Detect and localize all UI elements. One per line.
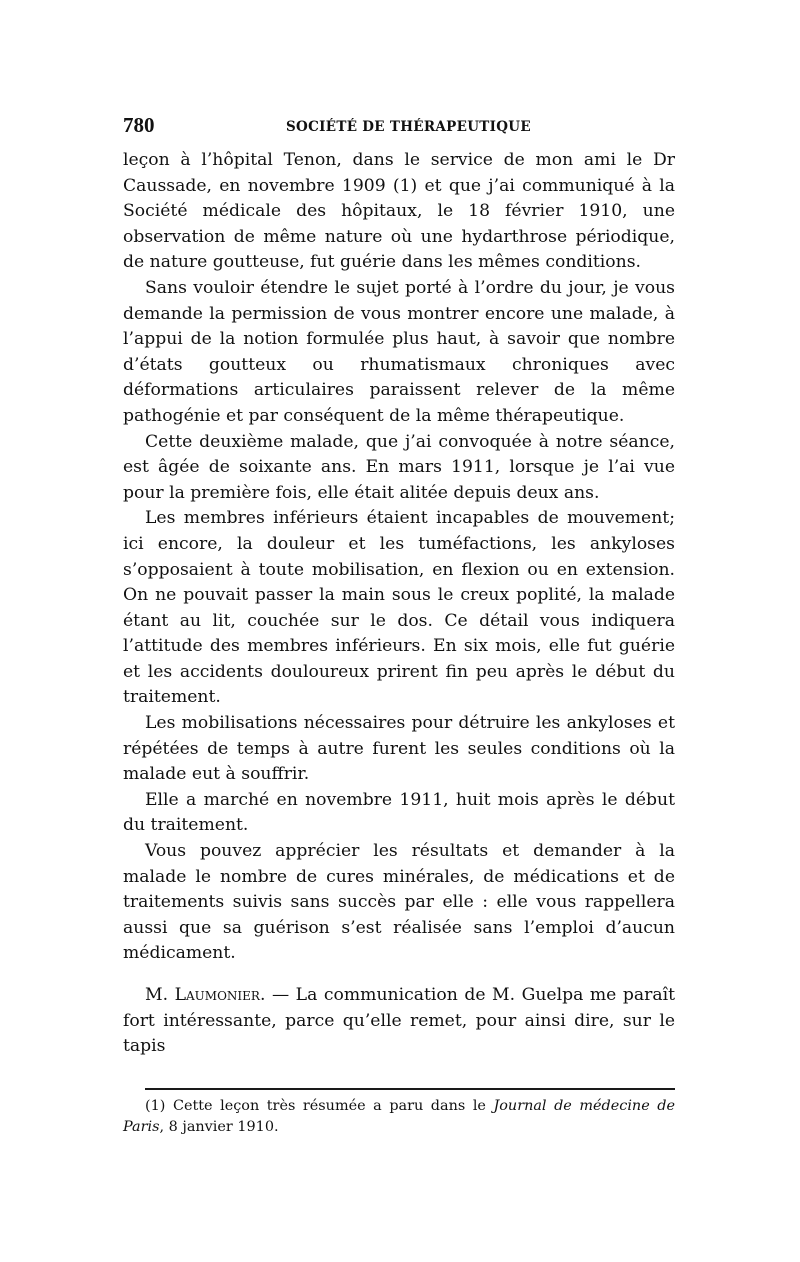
section-gap (123, 967, 675, 983)
footnote (123, 1096, 675, 1138)
speaker-name: M. Laumonier. (145, 985, 266, 1005)
footnote-text-after: , 8 janvier 1910. (159, 1118, 279, 1135)
discussion-paragraph (123, 983, 675, 1060)
paragraph-mobilisations: Les mobilisations nécessaires pour détruire les ankyloses et répétées de temps à autre furent les seules conditions où la malade eut à souffrir. (123, 713, 675, 785)
footnote-text-before: Cette leçon très résumée a paru dans le (165, 1097, 494, 1114)
body-text (123, 148, 675, 1060)
footnote-rule (145, 1088, 675, 1090)
discussion-text: — La communication de M. Guelpa me paraît fort intéressante, parce qu’elle remet, pour ainsi dire, sur le tapis (123, 985, 675, 1057)
running-title: SOCIÉTÉ DE THÉRAPEUTIQUE (286, 119, 531, 135)
paragraph-results: Vous pouvez apprécier les résultats et demander à la malade le nombre de cures minérales, de médications et de traitements suivis sans succès par elle : elle vous rappellera aussi que sa guérison s’est réalisée sans l’emploi d’aucun médicament. (123, 841, 675, 964)
paragraph-second-patient-intro: Sans vouloir étendre le sujet porté à l’ordre du jour, je vous demande la permission de vous montrer encore une malade, à l’appui de la notion formulée plus haut, à savoir que nombre d’états goutteux ou rhumatismaux chroniques avec déformations articulaires paraissent relever de la même pathogénie et par conséquent de la même thérapeutique. (123, 277, 675, 426)
page (123, 108, 675, 1152)
footnote-journal-title: Journal de médecine de Paris (123, 1097, 675, 1135)
footnote-marker: (1) (145, 1097, 166, 1114)
page-header (123, 108, 675, 148)
paragraph-lower-limbs: Les membres inférieurs étaient incapables de mouvement; ici encore, la douleur et les tuméfactions, les ankyloses s’opposaient à toute mobilisation, en flexion ou en extension. On ne pouvait passer la main sous le creux poplité, la malade étant au lit, couchée sur le dos. Ce détail vous indiquera l’attitude des membres inférieurs. En six mois, elle fut guérie et les accidents douloureux prirent fin peu après le début du traitement. (123, 508, 675, 708)
paragraph-walking: Elle a marché en novembre 1911, huit mois après le début du traitement. (123, 789, 675, 836)
page-number: 780 (123, 113, 155, 137)
paragraph-continuation: leçon à l’hôpital Tenon, dans le service de mon ami le Dr Caussade, en novembre 1909 (1) et que j’ai communiqué à la Société médicale des hôpitaux, le 18 février 1910, une observation de même nature où une hydarthrose périodique, de nature goutteuse, fut guérie dans les mêmes conditions. (123, 150, 675, 273)
paragraph-patient-age: Cette deuxième malade, que j’ai convoquée à notre séance, est âgée de soixante ans. En mars 1911, lorsque je l’ai vue pour la première fois, elle était alitée depuis deux ans. (123, 431, 675, 503)
